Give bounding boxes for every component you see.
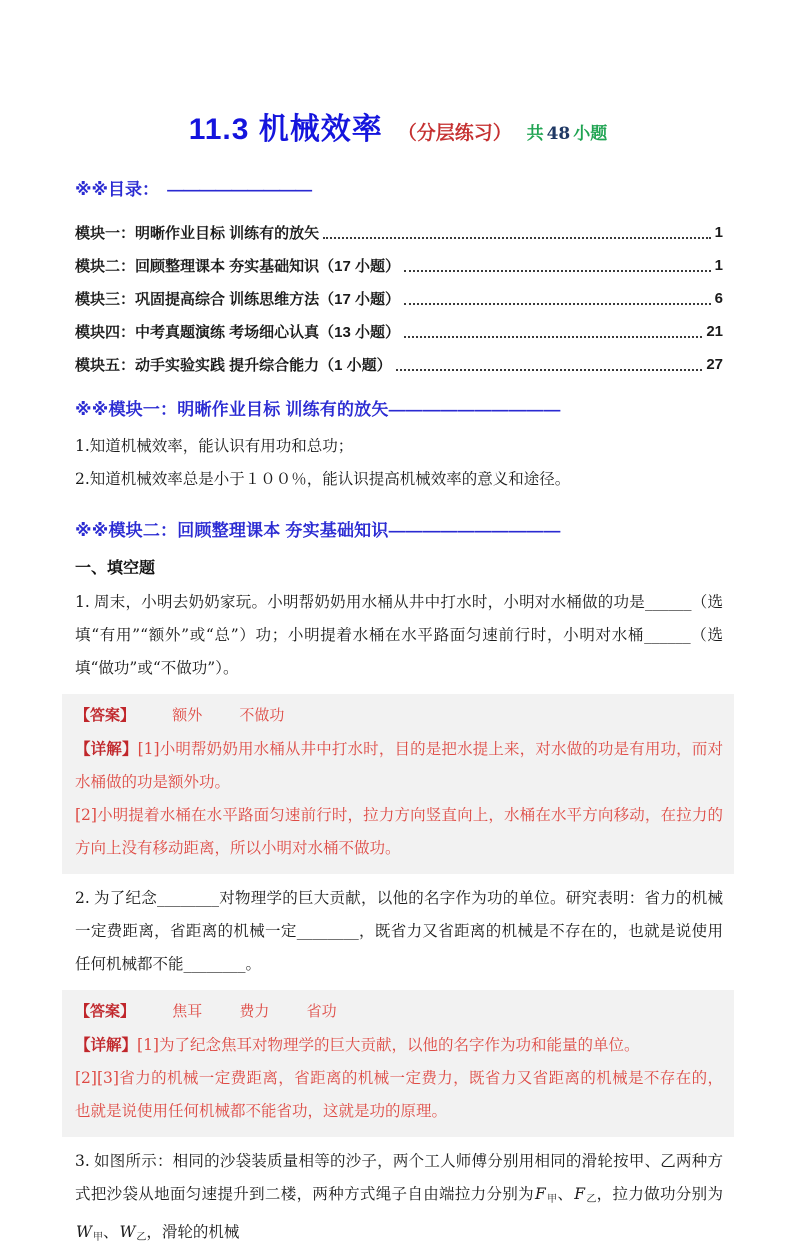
answer-block-1 bbox=[62, 694, 734, 874]
explanation-line bbox=[75, 1028, 723, 1062]
count-suffix: 小题 bbox=[573, 124, 608, 143]
question-2-number: 2. bbox=[75, 889, 90, 907]
toc-item-module3 bbox=[75, 282, 723, 315]
answer-value: 费力 bbox=[239, 1003, 270, 1020]
toc-leader-dots bbox=[323, 237, 710, 239]
toc-item-label: 模块二：回顾整理课本 夯实基础知识（17 小题） bbox=[75, 258, 401, 275]
toc-item-module5 bbox=[75, 348, 723, 381]
question-1-body: 周末，小明去奶奶家玩。小明帮奶奶用水桶从井中打水时，小明对水桶做的功是______（选填“有用”“额外”或“总”）功；小明提着水桶在水平路面匀速前行时，小明对水桶______（选填“做功”或“不做功”）。 bbox=[75, 593, 723, 677]
toc-list bbox=[62, 216, 734, 381]
module2-heading: ※※模块二：回顾整理课本 夯实基础知识—————————— bbox=[75, 521, 561, 540]
answer-value: 额外 bbox=[172, 707, 203, 724]
explain-label: 【详解】 bbox=[75, 739, 138, 758]
toc-heading bbox=[62, 175, 734, 200]
toc-item-label: 模块四：中考真题演练 考场细心认真（13 小题） bbox=[75, 324, 401, 341]
answer-label: 【答案】 bbox=[75, 707, 136, 724]
question-3-text bbox=[62, 1145, 734, 1254]
toc-item-module2 bbox=[75, 249, 723, 282]
title-main-text: 11.3 机械效率 bbox=[188, 113, 383, 146]
toc-page-number: 1 bbox=[714, 257, 723, 274]
answer-value: 省功 bbox=[306, 1003, 337, 1020]
answer-row-2 bbox=[75, 998, 723, 1025]
answer-row-1 bbox=[75, 702, 723, 729]
answer-value: 不做功 bbox=[239, 707, 285, 724]
title-subtitle: （分层练习） bbox=[397, 123, 512, 144]
explain-label: 【详解】 bbox=[75, 1035, 138, 1054]
objective-1: 1.知道机械效率，能认识有用功和总功； bbox=[75, 437, 354, 455]
explanation-line: [2][3]省力的机械一定费距离，省距离的机械一定费力，既省力又省距离的机械是不存在的，也就是说使用任何机械都不能省功，这就是功的原理。 bbox=[75, 1069, 723, 1120]
question-3-body: 如图所示：相同的沙袋装质量相等的沙子，两个工人师傅分别用相同的滑轮按甲、乙两种方式把沙袋从地面匀速提升到二楼，两种方式绳子自由端拉力分别为F甲、F乙，拉力做功分别为W甲、W乙，滑轮的机械 bbox=[75, 1152, 723, 1243]
toc-item-module1 bbox=[75, 216, 723, 249]
toc-item-module4 bbox=[75, 315, 723, 348]
toc-leader-dots bbox=[404, 303, 711, 305]
answer-value: 焦耳 bbox=[172, 1003, 203, 1020]
toc-page-number: 21 bbox=[706, 323, 723, 340]
toc-leader-dots bbox=[404, 336, 702, 338]
toc-item-label: 模块三：巩固提高综合 训练思维方法（17 小题） bbox=[75, 291, 401, 308]
toc-page-number: 27 bbox=[706, 356, 723, 373]
question-1-number: 1. bbox=[75, 593, 90, 611]
answer-label: 【答案】 bbox=[75, 1003, 136, 1020]
module1-objectives bbox=[62, 430, 734, 496]
explanation-line: [2]小明提着水桶在水平路面匀速前行时，拉力方向竖直向上，水桶在水平方向移动，在拉力的方向上没有移动距离，所以小明对水桶不做功。 bbox=[75, 806, 723, 857]
title-question-count bbox=[527, 124, 608, 143]
explanation-text: [1]为了纪念焦耳对物理学的巨大贡献，以他的名字作为功和能量的单位。 bbox=[137, 1036, 640, 1054]
question-2-text bbox=[62, 882, 734, 981]
toc-item-label: 模块五：动手实验实践 提升综合能力（1 小题） bbox=[75, 357, 392, 374]
question-3-number: 3. bbox=[75, 1152, 90, 1170]
count-number: 48 bbox=[546, 124, 571, 144]
question-1-text bbox=[62, 586, 734, 685]
toc-heading-label: ※※目录： bbox=[75, 180, 160, 199]
module1-heading: ※※模块一：明晰作业目标 训练有的放矢—————————— bbox=[75, 400, 561, 419]
count-prefix: 共 bbox=[526, 124, 544, 143]
question-2-body: 为了纪念________对物理学的巨大贡献，以他的名字作为功的单位。研究表明：省力的机械一定费距离，省距离的机械一定________，既省力又省距离的机械是不存在的，也就是说使用任何机械都不能________。 bbox=[75, 889, 723, 973]
toc-item-label: 模块一：明晰作业目标 训练有的放矢 bbox=[75, 225, 320, 242]
explanation-text: [1]小明帮奶奶用水桶从井中打水时，目的是把水提上来，对水做的功是有用功，而对水桶做的功是额外功。 bbox=[75, 740, 723, 791]
toc-leader-dots bbox=[396, 369, 703, 371]
section-heading-fill-in-blanks: 一、填空题 bbox=[75, 560, 156, 577]
answer-block-2 bbox=[62, 990, 734, 1137]
toc-heading-dashes: ————————— bbox=[167, 180, 312, 199]
toc-page-number: 6 bbox=[714, 290, 723, 307]
page-title bbox=[62, 104, 734, 148]
toc-leader-dots bbox=[404, 270, 711, 272]
toc-page-number: 1 bbox=[714, 224, 723, 241]
explanation-line bbox=[75, 732, 723, 799]
objective-2: 2.知道机械效率总是小于１００％，能认识提高机械效率的意义和途径。 bbox=[75, 470, 571, 488]
